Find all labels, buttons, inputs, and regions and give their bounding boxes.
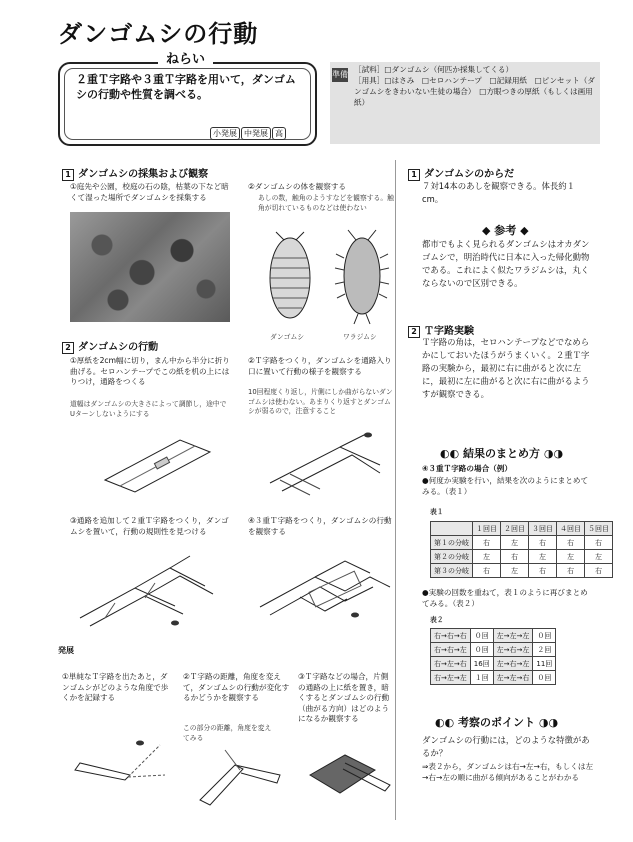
dev-angle-illustration xyxy=(70,735,170,795)
table-row: 第１の分岐 右 左 右 右 右 xyxy=(431,536,613,550)
points-banner-text: 考察のポイント xyxy=(458,716,536,729)
body-text: ７対14本のあしを観察できる。体長約１cm。 xyxy=(422,181,576,204)
section-number: 2 xyxy=(408,326,420,338)
table1-label: 表１ xyxy=(430,508,444,516)
level-badge: 高 xyxy=(272,127,286,140)
double-t-illustration xyxy=(75,548,225,633)
triple-t-illustration xyxy=(255,545,395,635)
table-row: 右→右→右 ０回 左→左→左 ０回 xyxy=(431,629,556,643)
channel-illustration xyxy=(100,430,220,500)
s2-step2: ②Ｔ字路をつくり，ダンゴムシを通路入り口に置いて行動の様子を観察する xyxy=(248,356,392,376)
dev-dark-illustration xyxy=(305,735,395,800)
s2-step1-note: 道幅はダンゴムシの大きさによって調節し，途中でUターンしないようにする xyxy=(70,400,227,418)
level-badge: 中発展 xyxy=(241,127,271,140)
t-heading-text: Ｔ字路実験 xyxy=(424,326,474,337)
label-woodlouse: ワラジムシ xyxy=(343,333,377,341)
sankou-label: 参考 xyxy=(494,224,517,237)
preparation-side-label: 準備 xyxy=(332,68,348,82)
results-banner-text: 結果のまとめ方 xyxy=(463,447,541,460)
dev-item2: ②Ｔ字路の距離，角度を変えて，ダンゴムシの行動が変化するかどうかを観察する xyxy=(183,672,290,702)
section-number: 1 xyxy=(62,169,74,181)
table-row: 右→左→右 16回 左→右→左 11回 xyxy=(431,657,556,671)
level-badges xyxy=(210,127,287,140)
points-banner: ◐◐ 考察のポイント ◑◑ xyxy=(435,716,559,729)
preparation-line: ［試料］□ダンゴムシ（何匹か採集してくる） xyxy=(354,65,514,74)
t-junction-illustration xyxy=(260,425,390,505)
pillbug-photo xyxy=(70,212,230,322)
points-question: ダンゴムシの行動には，どのような特徴があるか？ xyxy=(422,735,590,758)
preparation-text xyxy=(354,64,598,108)
results-sub: ④３重Ｔ字路の場合（例） xyxy=(422,464,512,473)
s2-step3: ③通路を追加して２重Ｔ字路をつくり，ダンゴムシを置いて，行動の規則性を見つける xyxy=(70,516,229,536)
s2-step2-note: 10回程度くり返し，片側にしか曲がらないダンゴムシは使わない。あまりくり返すとダンゴムシが弱るので，注意すること xyxy=(248,388,393,415)
s1-step2-note: あしの数，触角のようすなどを観察する。触角が切れているものなどは使わない xyxy=(258,194,394,212)
table2-label: 表２ xyxy=(430,616,444,624)
level-badge: 小発展 xyxy=(210,127,240,140)
sankou-text: 都市でもよく見られるダンゴムシはオカダンゴムシで，明治時代に日本に入った帰化動物である。これによく似たワラジムシは，丸くならないので区別できる。 xyxy=(422,239,590,288)
body-heading-text: ダンゴムシのからだ xyxy=(424,169,515,180)
section-number: 2 xyxy=(62,342,74,354)
dev-distance-illustration xyxy=(195,745,295,810)
s2-step4: ④３重Ｔ字路をつくり，ダンゴムシの行動を観察する xyxy=(248,516,392,536)
table-row: 第２の分岐 左 右 左 左 左 xyxy=(431,550,613,564)
pillbug-drawing xyxy=(270,232,310,318)
table2 xyxy=(430,628,556,685)
s1-step2: ②ダンゴムシの体を観察する xyxy=(248,182,347,191)
section-number: 1 xyxy=(408,169,420,181)
bug-illustrations xyxy=(258,228,398,328)
section1-heading xyxy=(62,165,208,181)
development-badge: 発展 xyxy=(58,646,74,655)
table-row: 第３の分岐 右 左 右 右 右 xyxy=(431,564,613,578)
table-row: １回目 ２回目 ３回目 ４回目 ５回目 xyxy=(431,522,613,536)
table1 xyxy=(430,521,613,578)
dev-item2-note: この部分の距離，角度を変えてみる xyxy=(183,724,272,742)
results-note2: ●実験の回数を重ねて，表１のように再びまとめてみる。（表２） xyxy=(422,588,588,608)
woodlouse-drawing xyxy=(335,230,389,324)
table-row: 右→左→左 １回 左→左→右 ０回 xyxy=(431,671,556,685)
section-title: ダンゴムシの行動 xyxy=(78,342,159,353)
section-title: ダンゴムシの採集および観察 xyxy=(78,169,209,180)
s1-step1: ①庭先や公園，校庭の石の陰，枯葉の下など暗くて湿った場所でダンゴムシを採集する xyxy=(70,182,229,202)
sankou-banner: ◆ 参考 ◆ xyxy=(482,224,529,237)
preparation-line: ［用具］□はさみ □セロハンテープ □記録用紙 □ピンセット（ダンゴムシをきわいない生徒の場合） □方眼つきの厚紙（もしくは画用紙） xyxy=(354,76,595,107)
aim-label: ねらい xyxy=(158,48,213,67)
dev-item3: ③Ｔ字路などの場合，片側の通路の上に紙を置き，暗くするとダンゴムシの行動（曲がる方向）はどのようになるか観察する xyxy=(298,672,390,723)
body-heading xyxy=(408,165,514,181)
table-row: 右→右→左 ０回 左→右→左 ２回 xyxy=(431,643,556,657)
label-pillbug: ダンゴムシ xyxy=(270,333,305,341)
results-note1: ●何度か実験を行い，結果を次のようにまとめてみる。（表１） xyxy=(422,476,589,496)
s2-step1: ①厚紙を2cm幅に切り，まん中から半分に折り曲げる。セロハンテープでこの紙を机の上にはりつけ，通路をつくる xyxy=(70,356,230,386)
t-text: Ｔ字路の角は，セロハンテープなどでなめらかにしておいたほうがうまくいく。２重Ｔ字路の実験から，最初に右に曲がると次に左に，最初に左に曲がると次に右に曲がるようすが観察できる。 xyxy=(422,337,590,399)
section2-heading xyxy=(62,338,158,354)
dev-item1: ①単純なＴ字路を出たあと，ダンゴムシがどのような角度で歩くかを記録する xyxy=(62,672,169,702)
aim-text: ２重Ｔ字路や３重Ｔ字路を用いて，ダンゴムシの行動や性質を調べる。 xyxy=(76,73,296,101)
results-banner: ◐◐ 結果のまとめ方 ◑◑ xyxy=(440,447,564,460)
page-title: ダンゴムシの行動 xyxy=(58,20,259,48)
points-answer: ⇒表２から，ダンゴムシは右→左→右，もしくは左→右→左の順に曲がる傾向があることがわかる xyxy=(422,762,594,782)
